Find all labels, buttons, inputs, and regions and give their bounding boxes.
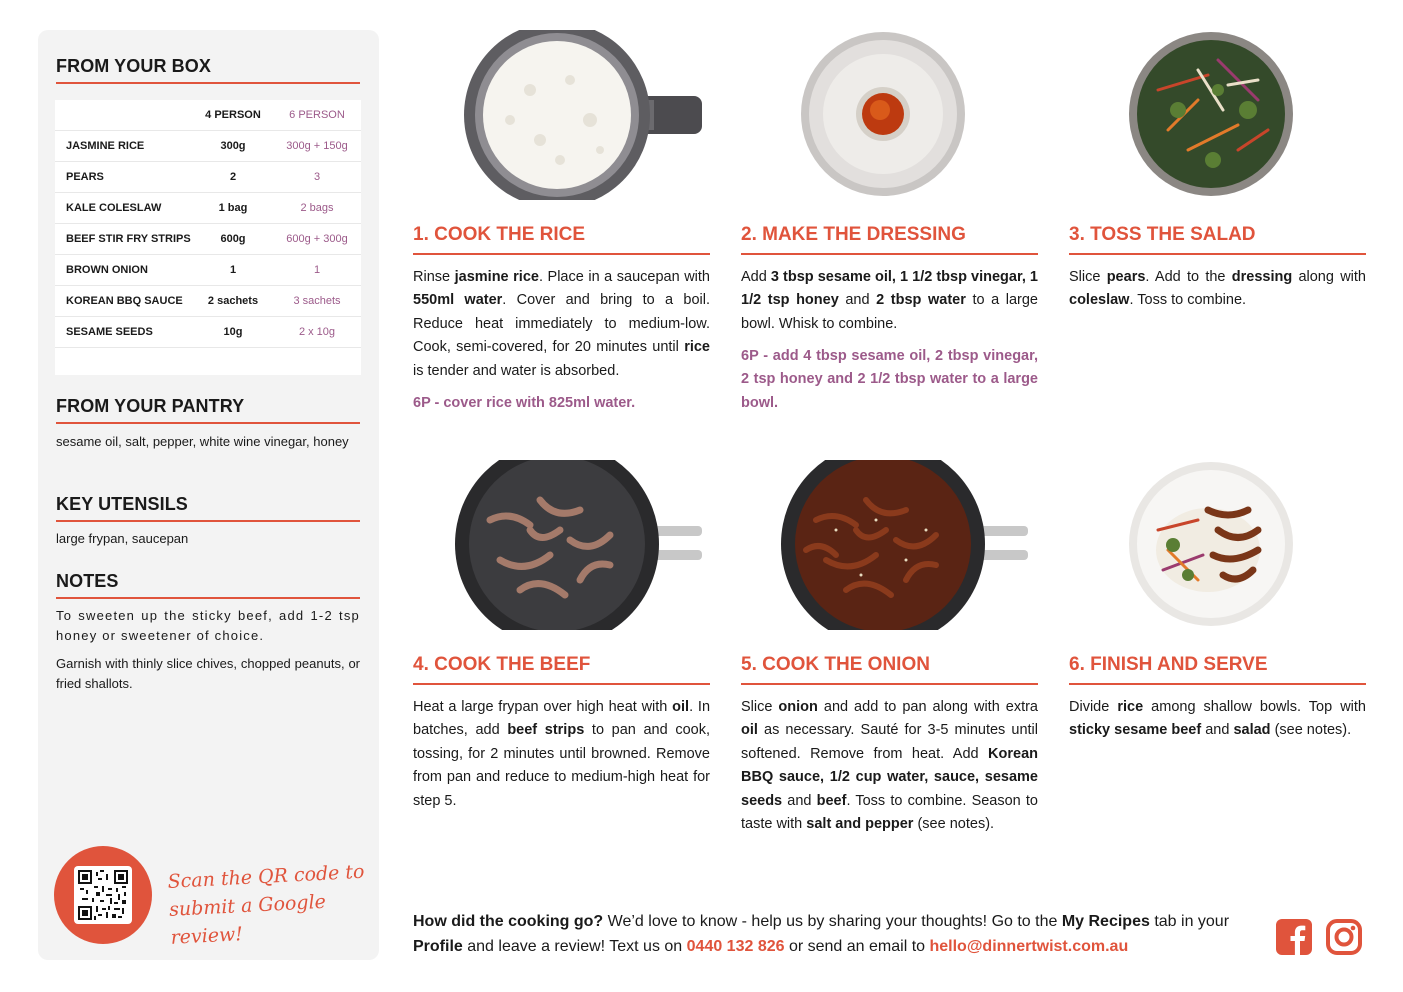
table-header: [55, 100, 361, 131]
step-instructions: [741, 266, 1038, 336]
step-instructions: [1069, 696, 1366, 743]
qty-4p: 2 sachets: [207, 295, 259, 307]
step-title: 6. FINISH AND SERVE: [1069, 654, 1268, 675]
ingredient-highlight: jasmine rice: [454, 269, 539, 285]
ingredient-name: PEARS: [66, 171, 104, 183]
ingredient-highlight: beef strips: [507, 722, 585, 739]
divider: [1069, 683, 1366, 685]
instruction-text: as necessary. Sauté for 3-5 minutes until softened. Remove from heat. Add: [741, 722, 1038, 762]
qr-code-pattern: [78, 870, 128, 920]
pantry-title: FROM YOUR PANTRY: [56, 396, 245, 416]
step-title: 3. TOSS THE SALAD: [1069, 224, 1256, 245]
footer-text: We’d love to know - help us by sharing your thoughts! Go to the: [603, 913, 1062, 930]
step-instructions: [1069, 266, 1366, 313]
qty-6p: 600g + 300g: [286, 233, 348, 245]
table-row: [55, 193, 361, 224]
qty-6p: 3: [313, 171, 321, 183]
ingredient-name: JASMINE RICE: [66, 140, 145, 152]
review-footer: [413, 909, 1263, 959]
footer-text: or send an email to: [784, 938, 930, 955]
beef-frypan-photo: [440, 460, 705, 630]
ingredient-highlight: rice: [1117, 699, 1144, 715]
ingredient-highlight: salt and pepper: [806, 816, 914, 833]
instruction-text: . In batches, add: [413, 699, 711, 739]
step-title: 2. MAKE THE DRESSING: [741, 224, 966, 245]
table-row: [55, 162, 361, 193]
divider: [741, 683, 1038, 685]
instruction-text: . Add to the: [1145, 269, 1232, 285]
instruction-text: . Toss to combine.: [1129, 292, 1247, 309]
step-title: 5. COOK THE ONION: [741, 654, 930, 675]
header-6-person: 6 PERSON: [289, 109, 345, 121]
six-person-note: 6P - add 4 tbsp sesame oil, 2 tbsp vinegar, 2 tsp honey and 2 1/2 tbsp water to a large bowl.: [741, 348, 1038, 411]
rice-saucepan-photo: [440, 30, 705, 200]
table-row: [55, 255, 361, 286]
qty-4p: 2: [229, 171, 237, 183]
divider: [56, 422, 360, 424]
table-row: [55, 317, 361, 348]
notes-title: NOTES: [56, 571, 119, 591]
qty-6p: 1: [313, 264, 321, 276]
instruction-text: and add to pan along with extra: [817, 699, 1038, 715]
ingredient-name: BEEF STIR FRY STRIPS: [66, 233, 191, 245]
instruction-text: to pan and cook, tossing, for 2 minutes until browned. Remove from pan and reduce to medium-high heat for step 5.: [413, 722, 710, 809]
qty-4p: 1: [229, 264, 237, 276]
facebook-icon[interactable]: [1275, 918, 1313, 956]
ingredients-panel: [38, 30, 379, 960]
ingredient-highlight: beef: [816, 792, 847, 809]
instruction-text: and: [782, 792, 817, 809]
divider: [56, 82, 360, 84]
instruction-text: along with: [1292, 269, 1366, 285]
qty-6p: 2 x 10g: [298, 326, 336, 338]
qty-6p: 300g + 150g: [286, 140, 348, 152]
qty-4p: 1 bag: [218, 202, 248, 214]
instruction-text: Divide: [1069, 699, 1118, 715]
ingredient-highlight: dressing: [1231, 269, 1293, 285]
instruction-text: (see notes).: [1270, 722, 1352, 739]
utensils-list: large frypan, saucepan: [56, 531, 189, 546]
ingredient-highlight: 2 tbsp water: [876, 292, 966, 309]
ingredient-highlight: onion: [778, 699, 818, 715]
step-title: 4. COOK THE BEEF: [413, 654, 591, 675]
qty-4p: 600g: [220, 233, 246, 245]
qr-badge: [54, 846, 152, 944]
table-row: [55, 286, 361, 317]
ingredient-highlight: 550ml water: [413, 292, 503, 309]
instruction-text: (see notes).: [913, 816, 995, 833]
profile-link[interactable]: Profile: [413, 938, 463, 955]
footer-question: How did the cooking go?: [413, 913, 604, 930]
instruction-text: Add: [741, 269, 771, 285]
instruction-text: and: [838, 292, 877, 309]
divider: [413, 683, 710, 685]
ingredient-highlight: rice: [684, 339, 710, 356]
qty-6p: 2 bags: [300, 202, 334, 214]
ingredient-highlight: sticky sesame beef: [1069, 722, 1202, 739]
footer-text: and leave a review! Text us on: [462, 938, 687, 955]
instruction-text: among shallow bowls. Top with: [1143, 699, 1366, 715]
instruction-text: . Toss to combine. Season to taste with: [741, 792, 1038, 833]
qty-4p: 10g: [223, 326, 243, 338]
instruction-text: Heat a large frypan over high heat with: [413, 699, 673, 715]
step-instructions: [413, 266, 710, 383]
ingredients-table: [55, 100, 361, 375]
instruction-text: . Cover and bring to a boil. Reduce heat immediately to medium-low. Cook, semi-covered, for 20 minutes until: [413, 292, 710, 356]
ingredient-highlight: salad: [1233, 722, 1271, 739]
onion-frypan-photo: [766, 460, 1031, 630]
ingredient-highlight: oil: [672, 699, 690, 715]
ingredient-highlight: coleslaw: [1069, 292, 1130, 309]
instruction-text: . Place in a saucepan with: [538, 269, 710, 285]
qty-4p: 300g: [220, 140, 246, 152]
instruction-text: and: [1201, 722, 1234, 739]
ingredient-highlight: oil: [741, 722, 758, 739]
qr-caption-line: Scan the QR code to: [167, 860, 365, 893]
ingredient-name: KALE COLESLAW: [66, 202, 162, 214]
step-title: 1. COOK THE RICE: [413, 224, 586, 245]
ingredient-name: KOREAN BBQ SAUCE: [66, 295, 183, 307]
my-recipes-link[interactable]: My Recipes: [1061, 913, 1150, 930]
divider: [56, 520, 360, 522]
phone-link[interactable]: 0440 132 826: [686, 938, 785, 955]
divider: [56, 597, 360, 599]
plated-dish-photo: [1128, 460, 1298, 630]
ingredient-name: SESAME SEEDS: [66, 326, 153, 338]
instruction-text: is tender and water is absorbed.: [413, 362, 620, 379]
step-instructions: [413, 696, 710, 813]
instruction-text: Slice: [741, 699, 779, 715]
ingredient-highlight: Korean BBQ sauce, 1/2 cup water, sauce, sesame seeds: [741, 745, 1038, 809]
qr-code[interactable]: [74, 866, 132, 924]
six-person-note: 6P - cover rice with 825ml water.: [413, 395, 636, 411]
footer-text: tab in your: [1149, 913, 1230, 930]
pantry-list: sesame oil, salt, pepper, white wine vinegar, honey: [56, 434, 349, 449]
instruction-text: to a large bowl. Whisk to combine.: [741, 292, 1039, 332]
ingredient-highlight: 3 tbsp sesame oil, 1 1/2 tbsp vinegar, 1 1/2 tsp honey: [741, 269, 1038, 309]
utensils-title: KEY UTENSILS: [56, 494, 188, 514]
instagram-icon[interactable]: [1325, 918, 1363, 956]
divider: [741, 253, 1038, 255]
step-instructions: [741, 696, 1038, 836]
table-row: [55, 224, 361, 255]
divider: [1069, 253, 1366, 255]
header-4-person: 4 PERSON: [205, 109, 261, 121]
instruction-text: Slice: [1069, 269, 1107, 285]
note-item: To sweeten up the sticky beef, add 1-2 tsp honey or sweetener of choice.: [56, 608, 360, 643]
divider: [413, 253, 710, 255]
ingredient-highlight: pears: [1106, 269, 1146, 285]
instruction-text: Rinse: [413, 269, 455, 285]
note-item: Garnish with thinly slice chives, chopped peanuts, or fried shallots.: [56, 656, 360, 691]
ingredient-name: BROWN ONION: [66, 264, 148, 276]
qty-6p: 3 sachets: [293, 295, 341, 307]
from-your-box-title: FROM YOUR BOX: [56, 56, 211, 76]
qr-caption-line: submit a Google review!: [168, 890, 327, 949]
salad-bowl-photo: [1128, 30, 1298, 200]
table-row: [55, 131, 361, 162]
email-link[interactable]: hello@dinnertwist.com.au: [929, 938, 1129, 955]
dressing-bowl-photo: [800, 30, 970, 200]
qr-caption: [167, 858, 371, 952]
